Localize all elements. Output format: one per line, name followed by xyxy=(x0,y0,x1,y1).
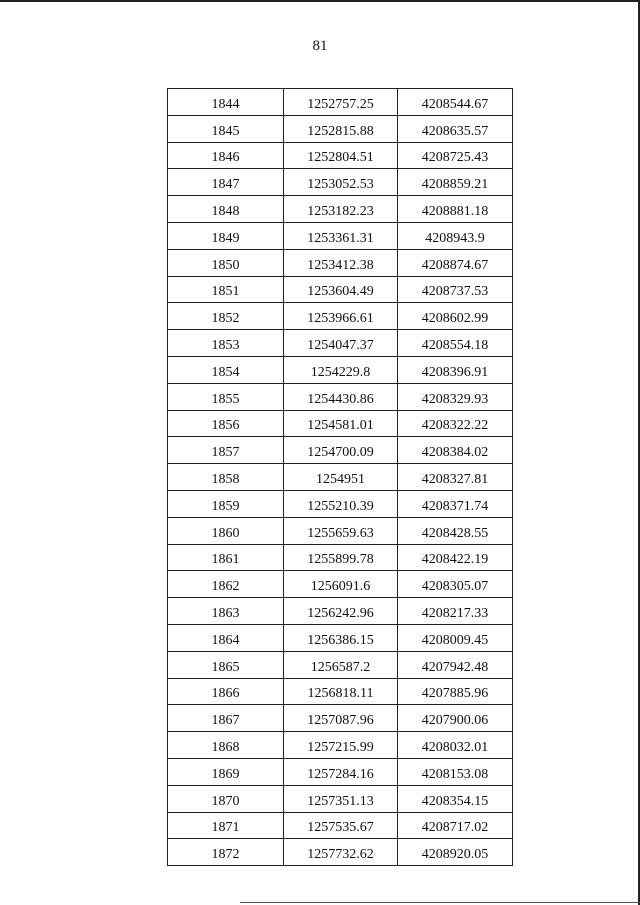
table-row xyxy=(168,196,513,223)
x-coordinate-cell: 1253182.23 xyxy=(284,196,398,223)
x-coordinate-cell: 1254047.37 xyxy=(284,330,398,357)
y-coordinate-cell: 4208354.15 xyxy=(398,785,513,812)
table-row xyxy=(168,437,513,464)
y-coordinate-cell: 4207900.06 xyxy=(398,705,513,732)
table-row xyxy=(168,464,513,491)
x-coordinate-cell: 1254700.09 xyxy=(284,437,398,464)
x-coordinate-cell: 1252757.25 xyxy=(284,89,398,116)
point-number-cell: 1845 xyxy=(168,115,284,142)
x-coordinate-cell: 1255899.78 xyxy=(284,544,398,571)
table-row xyxy=(168,356,513,383)
y-coordinate-cell: 4208217.33 xyxy=(398,598,513,625)
x-coordinate-cell: 1254229.8 xyxy=(284,356,398,383)
table-row xyxy=(168,624,513,651)
y-coordinate-cell: 4208717.02 xyxy=(398,812,513,839)
y-coordinate-cell: 4208881.18 xyxy=(398,196,513,223)
y-coordinate-cell: 4208943.9 xyxy=(398,222,513,249)
x-coordinate-cell: 1256242.96 xyxy=(284,598,398,625)
point-number-cell: 1844 xyxy=(168,89,284,116)
x-coordinate-cell: 1257732.62 xyxy=(284,839,398,866)
y-coordinate-cell: 4208428.55 xyxy=(398,517,513,544)
table-row xyxy=(168,142,513,169)
y-coordinate-cell: 4208725.43 xyxy=(398,142,513,169)
x-coordinate-cell: 1254581.01 xyxy=(284,410,398,437)
point-number-cell: 1866 xyxy=(168,678,284,705)
point-number-cell: 1864 xyxy=(168,624,284,651)
y-coordinate-cell: 4208920.05 xyxy=(398,839,513,866)
point-number-cell: 1852 xyxy=(168,303,284,330)
table-row xyxy=(168,678,513,705)
table-row xyxy=(168,758,513,785)
x-coordinate-cell: 1253604.49 xyxy=(284,276,398,303)
x-coordinate-cell: 1254430.86 xyxy=(284,383,398,410)
x-coordinate-cell: 1253412.38 xyxy=(284,249,398,276)
page-border-bottom xyxy=(240,902,640,903)
y-coordinate-cell: 4208859.21 xyxy=(398,169,513,196)
x-coordinate-cell: 1257535.67 xyxy=(284,812,398,839)
y-coordinate-cell: 4208384.02 xyxy=(398,437,513,464)
x-coordinate-cell: 1253052.53 xyxy=(284,169,398,196)
x-coordinate-cell: 1253361.31 xyxy=(284,222,398,249)
point-number-cell: 1854 xyxy=(168,356,284,383)
point-number-cell: 1853 xyxy=(168,330,284,357)
y-coordinate-cell: 4208396.91 xyxy=(398,356,513,383)
point-number-cell: 1855 xyxy=(168,383,284,410)
y-coordinate-cell: 4208737.53 xyxy=(398,276,513,303)
table-row xyxy=(168,383,513,410)
table-row xyxy=(168,839,513,866)
table-row xyxy=(168,410,513,437)
y-coordinate-cell: 4207885.96 xyxy=(398,678,513,705)
y-coordinate-cell: 4207942.48 xyxy=(398,651,513,678)
point-number-cell: 1869 xyxy=(168,758,284,785)
x-coordinate-cell: 1255210.39 xyxy=(284,490,398,517)
y-coordinate-cell: 4208032.01 xyxy=(398,732,513,759)
x-coordinate-cell: 1254951 xyxy=(284,464,398,491)
page-number: 81 xyxy=(312,38,328,54)
y-coordinate-cell: 4208544.67 xyxy=(398,89,513,116)
x-coordinate-cell: 1256818.11 xyxy=(284,678,398,705)
y-coordinate-cell: 4208322.22 xyxy=(398,410,513,437)
x-coordinate-cell: 1257087.96 xyxy=(284,705,398,732)
x-coordinate-cell: 1257351.13 xyxy=(284,785,398,812)
point-number-cell: 1846 xyxy=(168,142,284,169)
table-row xyxy=(168,89,513,116)
y-coordinate-cell: 4208554.18 xyxy=(398,330,513,357)
y-coordinate-cell: 4208009.45 xyxy=(398,624,513,651)
table-row xyxy=(168,732,513,759)
coordinates-table-body xyxy=(168,89,513,866)
x-coordinate-cell: 1257284.16 xyxy=(284,758,398,785)
point-number-cell: 1871 xyxy=(168,812,284,839)
point-number-cell: 1847 xyxy=(168,169,284,196)
point-number-cell: 1868 xyxy=(168,732,284,759)
table-row xyxy=(168,517,513,544)
table-row xyxy=(168,222,513,249)
y-coordinate-cell: 4208153.08 xyxy=(398,758,513,785)
x-coordinate-cell: 1252815.88 xyxy=(284,115,398,142)
coordinates-table xyxy=(167,88,513,866)
table-row xyxy=(168,249,513,276)
table-row xyxy=(168,330,513,357)
point-number-cell: 1862 xyxy=(168,571,284,598)
x-coordinate-cell: 1257215.99 xyxy=(284,732,398,759)
point-number-cell: 1867 xyxy=(168,705,284,732)
point-number-cell: 1865 xyxy=(168,651,284,678)
point-number-cell: 1849 xyxy=(168,222,284,249)
x-coordinate-cell: 1255659.63 xyxy=(284,517,398,544)
table-row xyxy=(168,544,513,571)
table-row xyxy=(168,571,513,598)
point-number-cell: 1850 xyxy=(168,249,284,276)
page-border-top xyxy=(0,0,640,2)
point-number-cell: 1860 xyxy=(168,517,284,544)
point-number-cell: 1857 xyxy=(168,437,284,464)
table-row xyxy=(168,115,513,142)
y-coordinate-cell: 4208635.57 xyxy=(398,115,513,142)
x-coordinate-cell: 1256386.15 xyxy=(284,624,398,651)
table-row xyxy=(168,276,513,303)
point-number-cell: 1863 xyxy=(168,598,284,625)
table-row xyxy=(168,490,513,517)
x-coordinate-cell: 1252804.51 xyxy=(284,142,398,169)
point-number-cell: 1870 xyxy=(168,785,284,812)
point-number-cell: 1872 xyxy=(168,839,284,866)
table-row xyxy=(168,785,513,812)
x-coordinate-cell: 1256587.2 xyxy=(284,651,398,678)
y-coordinate-cell: 4208327.81 xyxy=(398,464,513,491)
y-coordinate-cell: 4208305.07 xyxy=(398,571,513,598)
y-coordinate-cell: 4208602.99 xyxy=(398,303,513,330)
point-number-cell: 1848 xyxy=(168,196,284,223)
point-number-cell: 1858 xyxy=(168,464,284,491)
table-row xyxy=(168,705,513,732)
table-row xyxy=(168,812,513,839)
y-coordinate-cell: 4208874.67 xyxy=(398,249,513,276)
table-row xyxy=(168,651,513,678)
table-row xyxy=(168,598,513,625)
point-number-cell: 1861 xyxy=(168,544,284,571)
x-coordinate-cell: 1253966.61 xyxy=(284,303,398,330)
point-number-cell: 1851 xyxy=(168,276,284,303)
point-number-cell: 1856 xyxy=(168,410,284,437)
y-coordinate-cell: 4208371.74 xyxy=(398,490,513,517)
table-row xyxy=(168,303,513,330)
point-number-cell: 1859 xyxy=(168,490,284,517)
table-row xyxy=(168,169,513,196)
x-coordinate-cell: 1256091.6 xyxy=(284,571,398,598)
y-coordinate-cell: 4208329.93 xyxy=(398,383,513,410)
y-coordinate-cell: 4208422.19 xyxy=(398,544,513,571)
